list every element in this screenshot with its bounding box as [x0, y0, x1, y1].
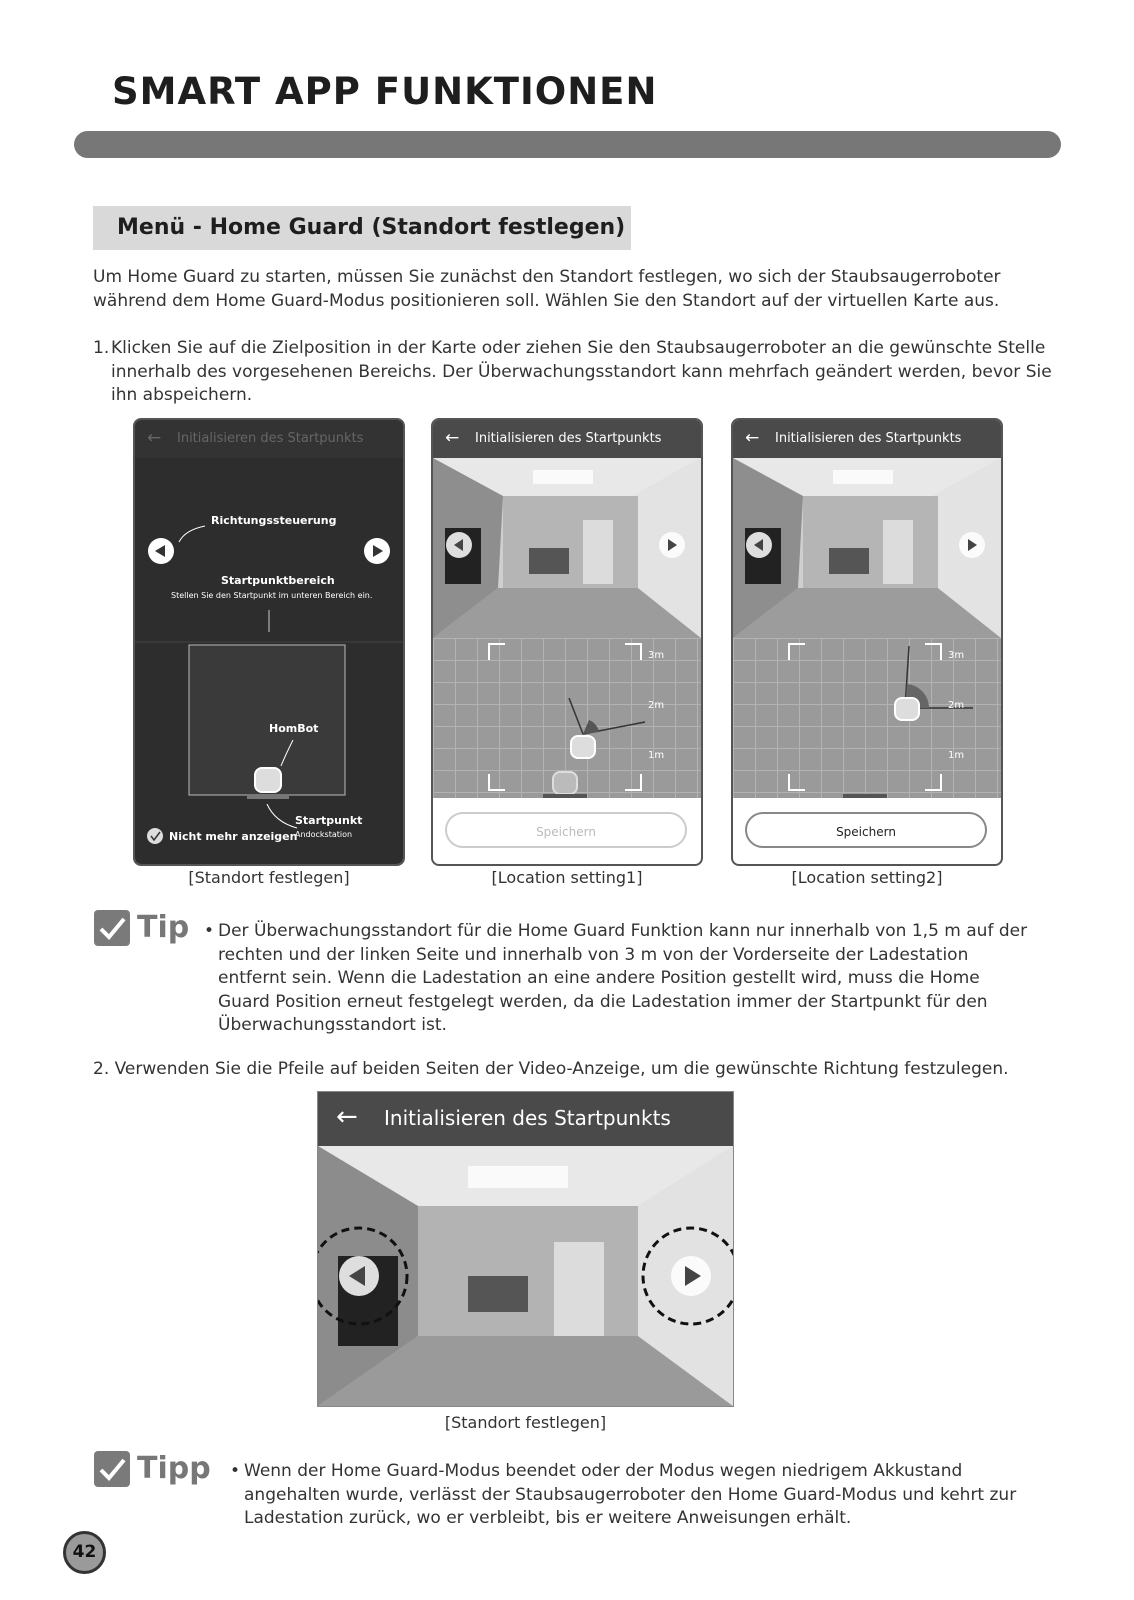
- screen-header: [318, 1092, 733, 1146]
- tipp-bullet: •: [230, 1461, 241, 1481]
- right-arrow-icon: [959, 532, 985, 558]
- scale-label-1m: 1m: [648, 750, 665, 761]
- tip-text: [204, 920, 1034, 1038]
- step-2: 2. Verwenden Sie die Pfeile auf beiden Seiten der Video-Anzeige, um die gewünschte Richtung festzulegen.: [93, 1059, 1009, 1079]
- startpoint-area-label: Startpunktbereich: [221, 574, 335, 587]
- scale-label-3m: 3m: [648, 650, 665, 661]
- startpoint-label: Startpunkt: [295, 814, 363, 827]
- page-number: 42: [63, 1531, 106, 1574]
- hombot-start-icon: [553, 772, 577, 794]
- tipp-label: Tipp: [137, 1451, 211, 1486]
- dont-show-again-label[interactable]: Nicht mehr anzeigen: [169, 830, 298, 843]
- dock-icon: [843, 794, 887, 798]
- screenshot-location-setting-1: [431, 418, 703, 866]
- hombot-icon: [255, 768, 281, 792]
- page-title: SMART APP FUNKTIONEN: [112, 70, 658, 113]
- hombot-label: HomBot: [269, 722, 319, 735]
- startpoint-area-hint: Stellen Sie den Startpunkt im unteren Bereich ein.: [171, 591, 373, 600]
- title-divider-bar: [74, 131, 1061, 158]
- intro-paragraph: Um Home Guard zu starten, müssen Sie zunächst den Standort festlegen, wo sich der Staubsaugerroboter während dem Home Guard-Modus positionieren soll. Wählen Sie den Standort auf der virtuellen Karte aus.: [93, 267, 1001, 311]
- caption-screen-3: [Location setting2]: [791, 868, 943, 887]
- screenshot-overlay-help: [133, 418, 405, 866]
- map-overlay: [433, 638, 701, 798]
- screen-title: Initialisieren des Startpunkts: [177, 431, 364, 446]
- dock-icon: [247, 794, 289, 799]
- back-arrow-icon[interactable]: ←: [147, 428, 162, 448]
- back-arrow-icon[interactable]: ←: [336, 1102, 358, 1132]
- hombot-icon: [895, 698, 919, 720]
- tip-body: Der Überwachungsstandort für die Home Guard Funktion kann nur innerhalb von 1,5 m auf der rechten und der linken Seite und innerhalb von 3 m von der Vorderseite der Ladestation entfernt sein. Wenn die Ladestation an eine andere Position gestellt wird, muss die Home Guard Position erneut festgelegt werden, da die Ladestation immer der Startpunkt für den Überwachungsstandort ist.: [218, 921, 1028, 1035]
- dock-label: Andockstation: [295, 830, 353, 839]
- dock-icon: [543, 794, 587, 798]
- checkbox-icon: [147, 828, 163, 844]
- scale-label-1m: 1m: [948, 750, 965, 761]
- section-heading: Menü - Home Guard (Standort festlegen): [93, 206, 631, 250]
- right-arrow-icon: [659, 532, 685, 558]
- caption-screen-1: [Standort festlegen]: [188, 868, 350, 887]
- tip-checkmark-icon: [94, 1451, 130, 1487]
- scale-label-2m: 2m: [948, 700, 965, 711]
- screen-header: [433, 420, 701, 458]
- back-arrow-icon[interactable]: ←: [745, 428, 760, 448]
- screen-title: Initialisieren des Startpunkts: [384, 1106, 671, 1130]
- screen-title: Initialisieren des Startpunkts: [475, 431, 662, 446]
- tipp-body: Wenn der Home Guard-Modus beendet oder der Modus wegen niedrigem Akkustand angehalten wurde, verlässt der Staubsaugerroboter den Home Guard-Modus und kehrt zur Ladestation zurück, wo er verbleibt, bis er weitere Anweisungen erhält.: [244, 1461, 1017, 1528]
- save-button[interactable]: Speichern: [745, 812, 987, 848]
- screen-header: [733, 420, 1001, 458]
- caption-screen-2: [Location setting1]: [491, 868, 643, 887]
- tip-bullet: •: [204, 921, 215, 941]
- screenshot-direction-arrows: [317, 1091, 734, 1407]
- hombot-icon: [571, 736, 595, 758]
- save-button[interactable]: Speichern: [445, 812, 687, 848]
- step-1-text: Klicken Sie auf die Zielposition in der Karte oder ziehen Sie den Staubsaugerroboter an die gewünschte Stelle innerhalb des vorgesehenen Bereichs. Der Überwachungsstandort kann mehrfach geändert werden, bevor Sie ihn abspeichern.: [111, 338, 1052, 405]
- step-1-number: 1.: [93, 338, 110, 358]
- direction-label: Richtungssteuerung: [211, 514, 337, 527]
- tipp-text: [230, 1460, 1060, 1531]
- screen-title: Initialisieren des Startpunkts: [775, 431, 962, 446]
- caption-big-screen: [Standort festlegen]: [444, 1413, 607, 1432]
- scale-label-2m: 2m: [648, 700, 665, 711]
- left-arrow-icon: [746, 532, 772, 558]
- left-arrow-icon: [446, 532, 472, 558]
- tip-label: Tip: [137, 910, 190, 945]
- step-1: [93, 337, 1058, 408]
- arrow-highlights: [318, 1220, 733, 1330]
- screenshot-location-setting-2: [731, 418, 1003, 866]
- overlay-graphics: [135, 420, 403, 864]
- back-arrow-icon[interactable]: ←: [445, 428, 460, 448]
- map-overlay: [733, 638, 1001, 798]
- tip-checkmark-icon: [94, 910, 130, 946]
- scale-label-3m: 3m: [948, 650, 965, 661]
